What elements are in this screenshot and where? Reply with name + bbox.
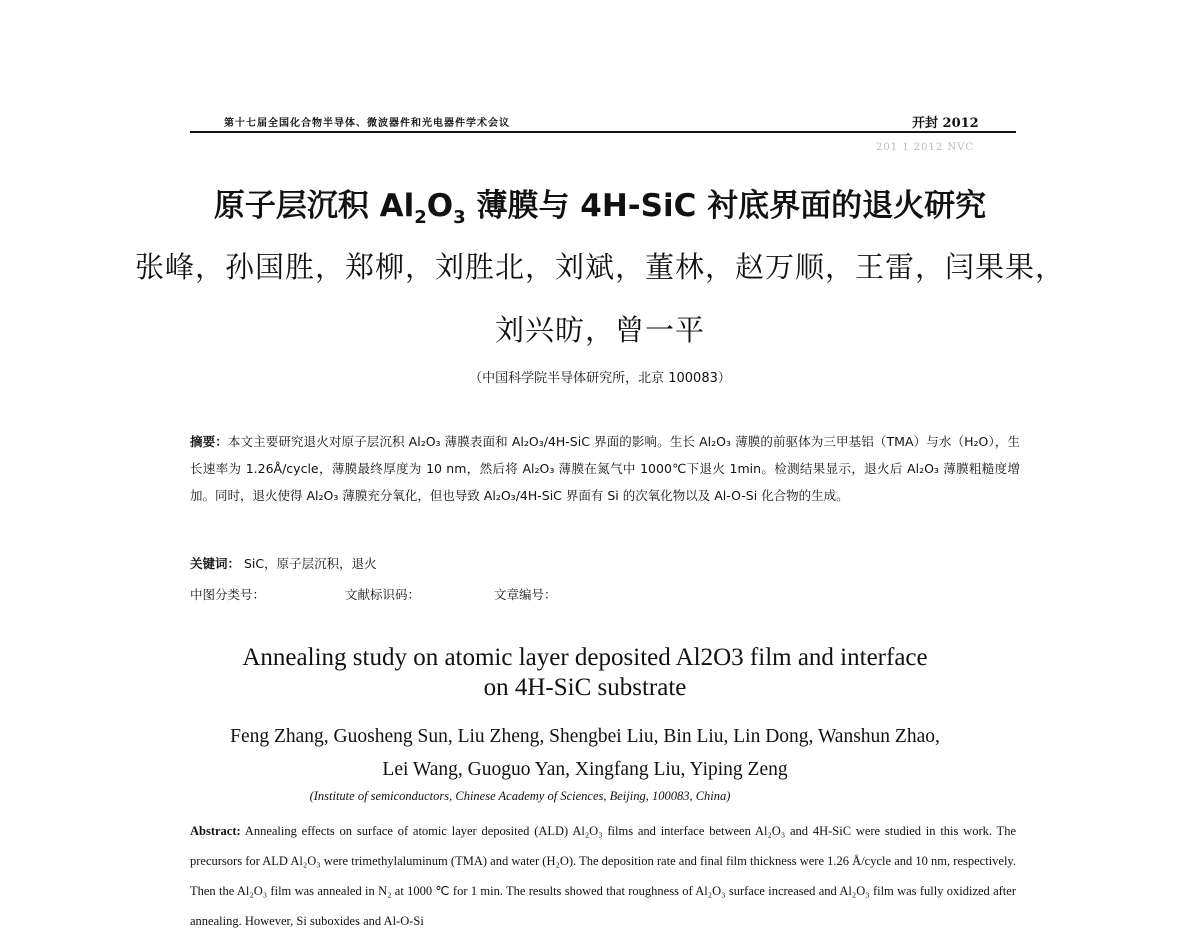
faint-stamp: 201 1 2012 NVC [876,142,975,153]
english-affiliation: (Institute of semiconductors, Chinese Academy of Sciences, Beijing, 100083, China) [309,789,731,803]
cn-title-post: 薄膜与 4H-SiC 衬底界面的退火研究 [465,188,987,224]
cn-keywords-label: 关键词： [190,556,241,571]
en-authors-line1: Feng Zhang, Guosheng Sun, Liu Zheng, Shengbei Liu, Bin Liu, Lin Dong, Wanshun Zhao, [230,726,940,747]
en-abstract-label: Abstract: [190,824,241,838]
cn-title-sub1: 2 [414,207,427,229]
cn-keywords-text: SiC，原子层沉积，退火 [244,556,377,571]
chinese-authors-line1: 张峰，孙国胜，郑柳，刘胜北，刘斌，董林，赵万顺，王雷，闫果果， [134,250,1065,284]
cn-title-pre: 原子层沉积 Al [213,188,415,224]
english-authors [0,720,1170,786]
chinese-authors-line2: 刘兴昉，曾一平 [494,313,705,347]
header-rule [190,131,1016,133]
en-title-line1: Annealing study on atomic layer deposited Al2O3 film and interface [242,644,928,671]
en-authors-line2: Lei Wang, Guoguo Yan, Xingfang Liu, Yiping Zeng [382,759,788,780]
english-abstract [190,816,1016,936]
cn-title-mid: O [426,188,454,224]
cn-abstract-label: 摘要： [190,434,228,449]
document-code-label: 文献标识码： [345,587,421,602]
english-title [0,643,1170,703]
article-number-label: 文章编号： [494,587,557,602]
location-year: 开封 2012 [912,116,979,131]
chinese-title [0,180,1200,229]
class-number-label: 中图分类号： [190,587,266,602]
chinese-abstract [190,428,1020,509]
cn-title-sub2: 3 [453,207,466,229]
chinese-keywords [190,554,377,572]
cn-abstract-text: 本文主要研究退火对原子层沉积 Al₂O₃ 薄膜表面和 Al₂O₃/4H-SiC 界面的影响。生长 Al₂O₃ 薄膜的前驱体为三甲基铝（TMA）与水（H₂O），生长速率为 1.26Å/cycle，薄膜最终厚度为 10 nm，然后将 Al₂O₃ 薄膜在氮气中 1000℃下退火 1min。检测结果显示，退火后 Al₂O₃ 薄膜粗糙度增加。同时，退火使得 Al₂O₃ 薄膜充分氧化，但也导致 Al₂O₃/4H-SiC 界面有 Si 的次氧化物以及 Al-O-Si 化合物的生成。 [190,434,1020,503]
conference-header: 第十七届全国化合物半导体、微波器件和光电器件学术会议 [224,118,510,129]
en-title-line2: on 4H-SiC substrate [483,674,687,701]
en-abstract-text: Annealing effects on surface of atomic layer deposited (ALD) Al₂O₃ films and interface between Al₂O₃ and 4H-SiC were studied in this work. The precursors for ALD Al₂O₃ were trimethylaluminum (TMA) and water (H₂O). The deposition rate and final film thickness were 1.26 Å/cycle and 10 nm, respectively. Then the Al₂O₃ film was annealed in N₂ at 1000 ℃ for 1 min. The results showed that roughness of Al₂O₃ surface increased and Al₂O₃ film was fully oxidized after annealing. However, Si suboxides and Al-O-Si [190,824,1016,928]
chinese-affiliation: （中国科学院半导体研究所，北京 100083） [469,371,731,386]
